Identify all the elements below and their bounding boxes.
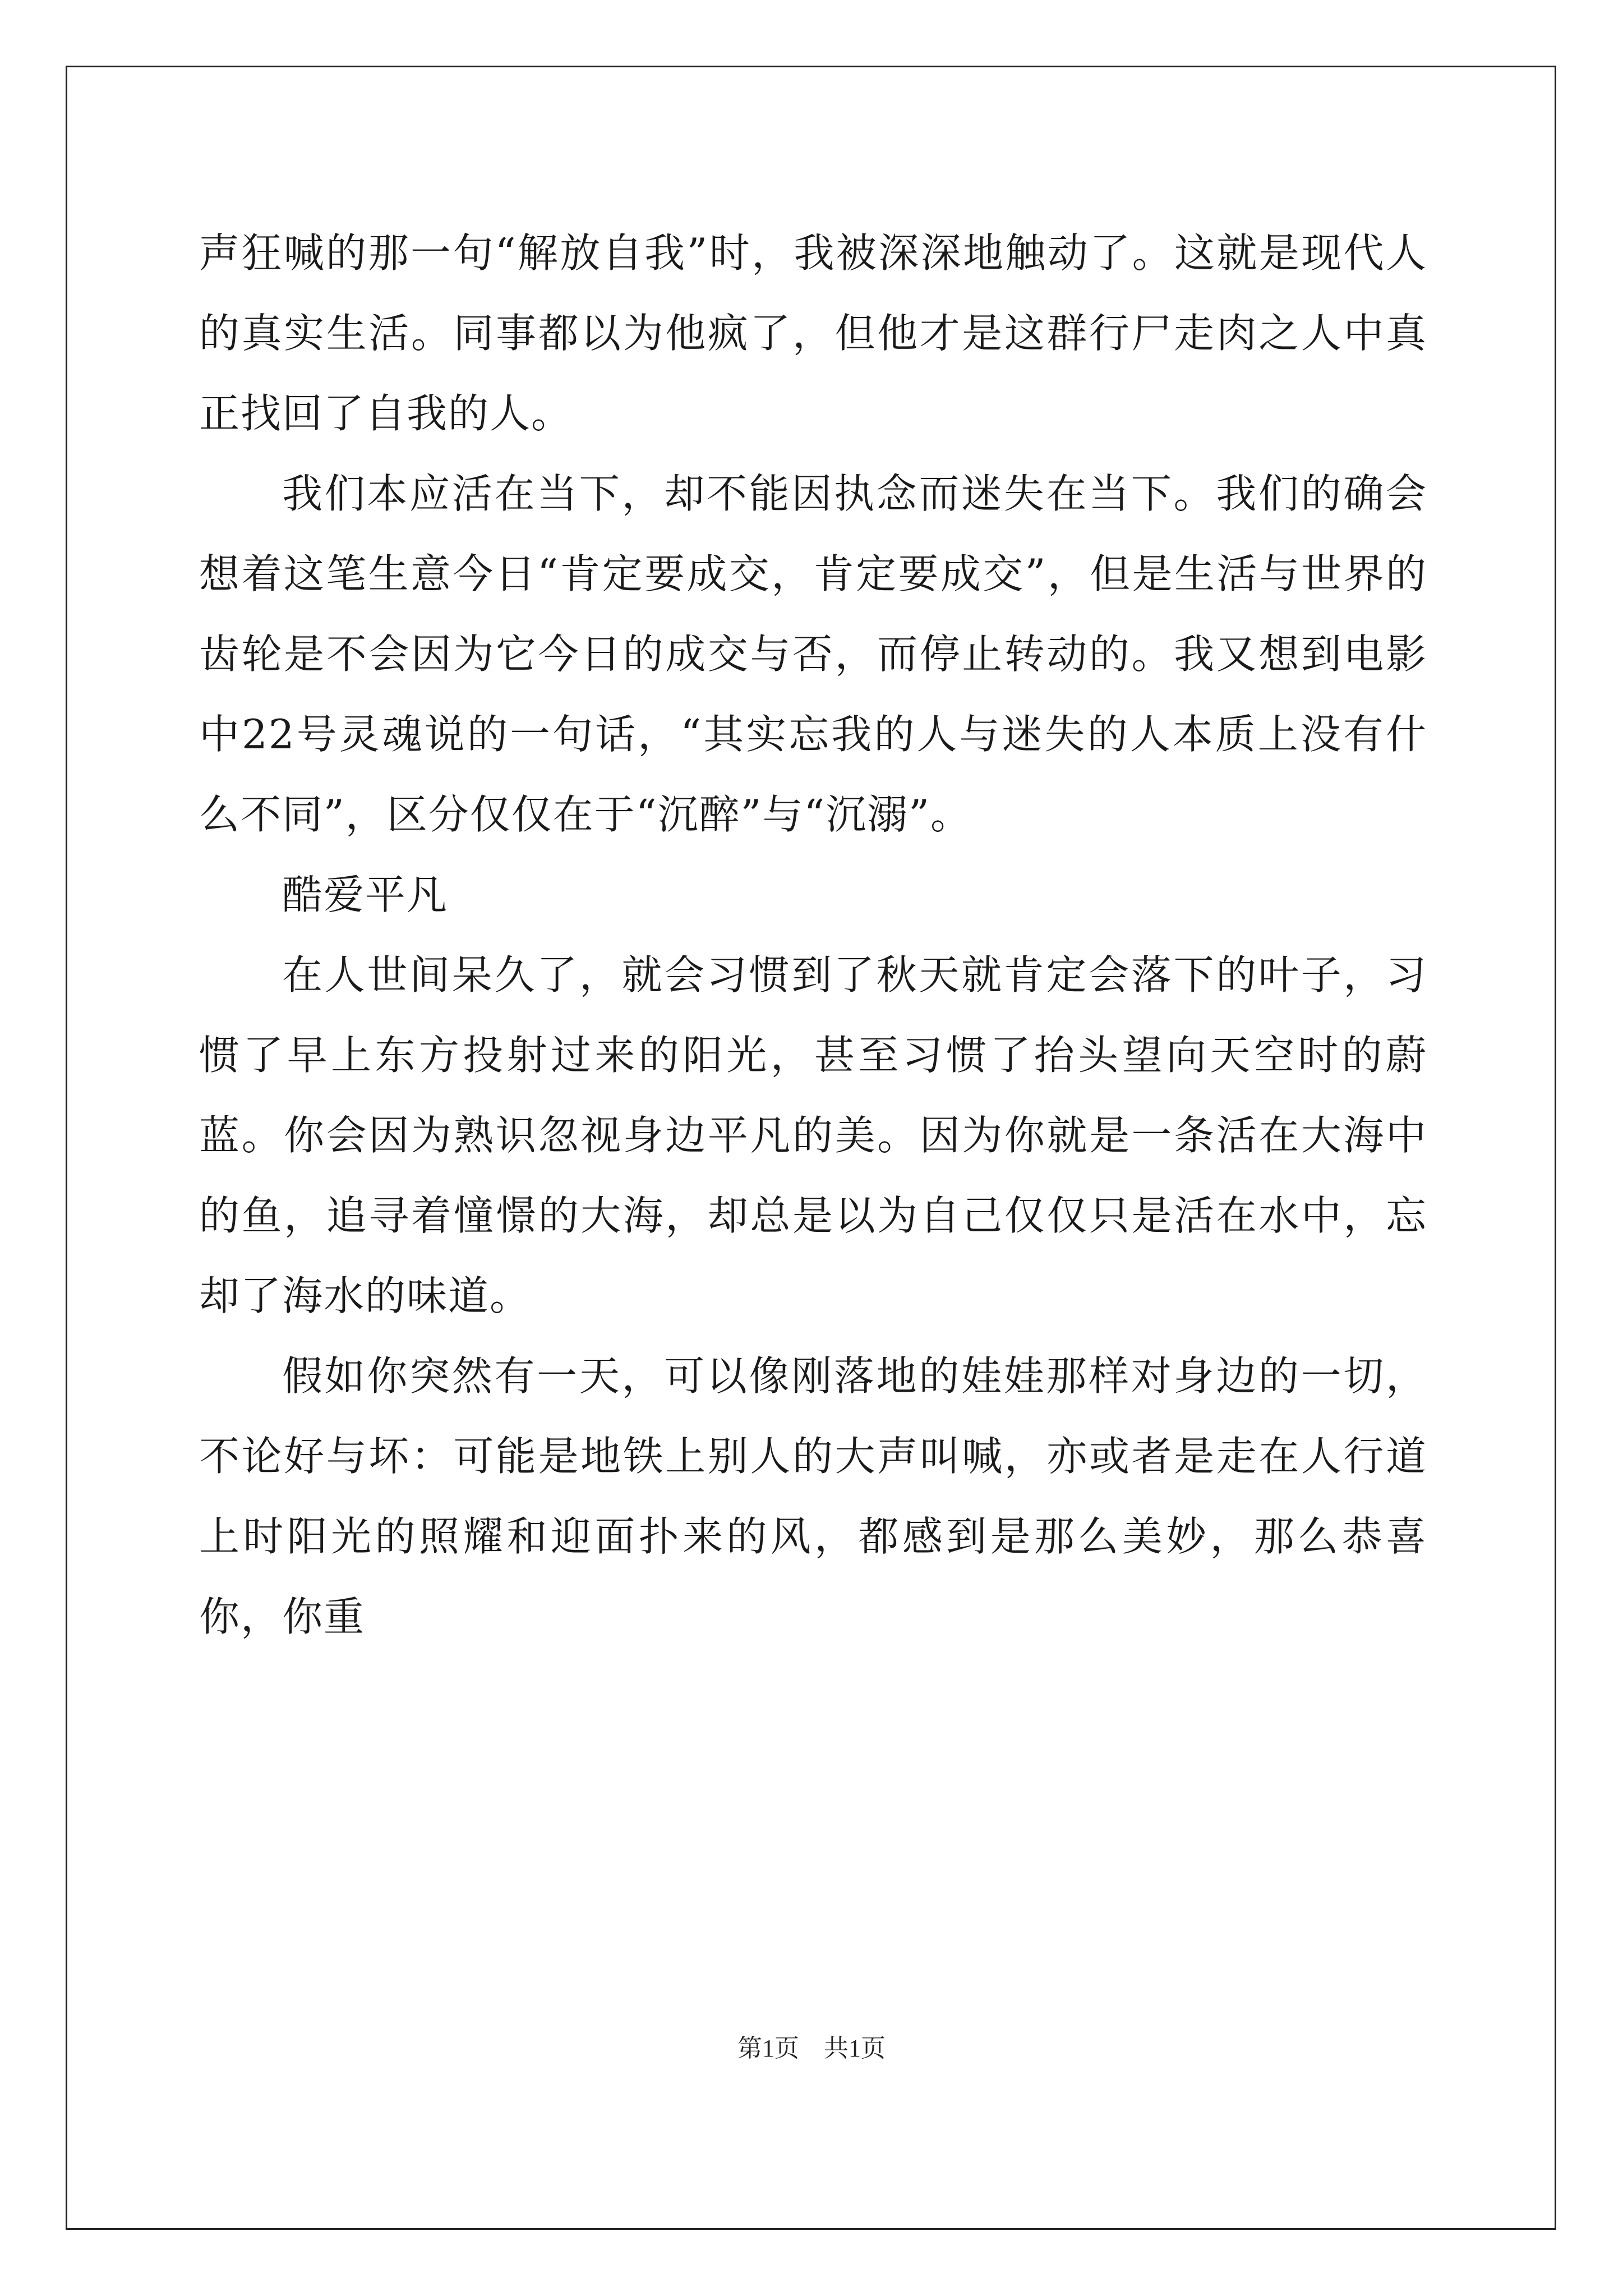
section-heading: 酷爱平凡 [282, 871, 449, 918]
page-number: 第1页 [737, 2035, 799, 2062]
paragraph-4: 假如你突然有一天，可以像刚落地的娃娃那样对身边的一切，不论好与坏：可能是地铁上别人的大声叫喊，亦或者是走在人行道上时阳光的照耀和迎面扑来的风，都感到是那么美妙，那么恭喜你，你重 [199, 1352, 1427, 1640]
paragraph-2: 我们本应活在当下，却不能因执念而迷失在当下。我们的确会想着这笔生意今日“肯定要成交，肯定要成交”，但是生活与世界的齿轮是不会因为它今日的成交与否，而停止转动的。我又想到电影中22号灵魂说的一句话，“其实忘我的人与迷失的人本质上没有什么不同”，区分仅仅在于“沉醉”与“沉溺”。 [199, 470, 1427, 838]
page-total: 共1页 [824, 2035, 886, 2062]
paragraph-3: 在人世间呆久了，就会习惯到了秋天就肯定会落下的叶子，习惯了早上东方投射过来的阳光，甚至习惯了抬头望向天空时的蔚蓝。你会因为熟识忽视身边平凡的美。因为你就是一条活在大海中的鱼，追寻着憧憬的大海，却总是以为自己仅仅只是活在水中，忘却了海水的味道。 [199, 951, 1427, 1319]
paragraph-1: 声狂喊的那一句“解放自我”时，我被深深地触动了。这就是现代人的真实生活。同事都以为他疯了，但他才是这群行尸走肉之人中真正找回了自我的人。 [199, 229, 1427, 437]
document-body [199, 213, 1427, 1657]
page-footer [0, 2028, 1623, 2064]
